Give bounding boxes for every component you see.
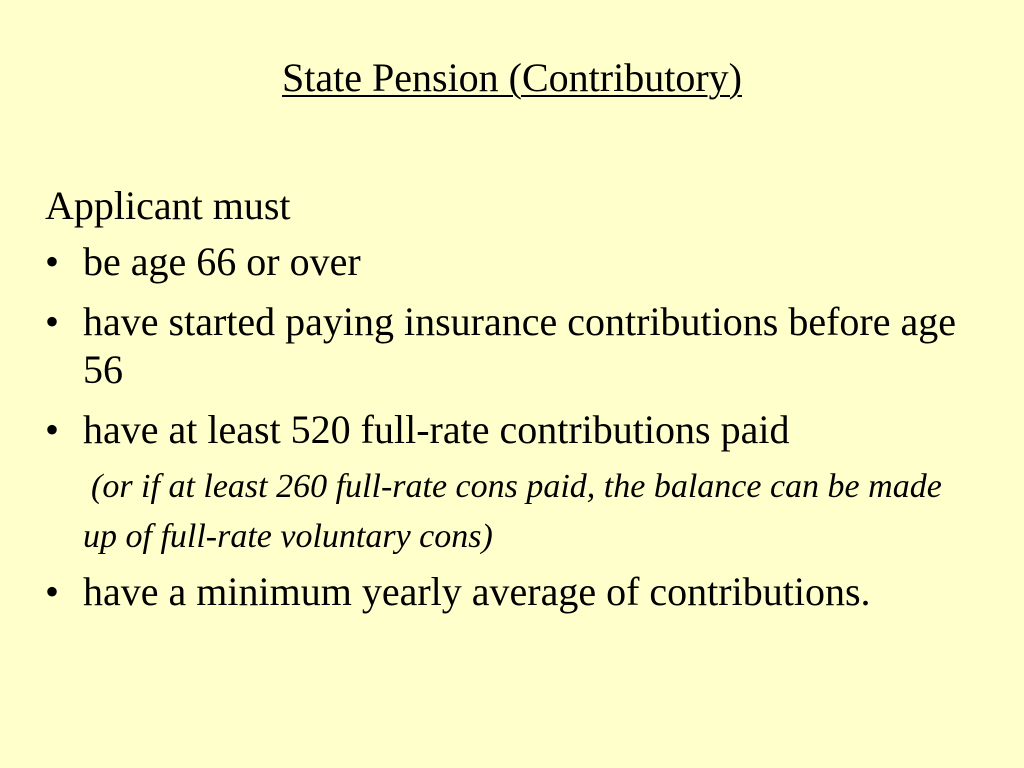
bullet-text: have started paying insurance contributions before age 56 — [83, 299, 957, 392]
bullet-icon: • — [45, 299, 60, 344]
bullet-item-contributions — [45, 406, 985, 454]
bullet-icon: • — [45, 239, 60, 284]
bullet-item-yearly-average — [45, 568, 985, 616]
bullet-text: be age 66 or over — [83, 239, 361, 284]
slide-title: State Pension (Contributory) — [282, 55, 742, 100]
bullet-icon: • — [45, 569, 60, 614]
bullet-item-start-age — [45, 298, 985, 394]
requirements-list — [45, 238, 985, 628]
bullet-text: have at least 520 full-rate contributions paid — [83, 407, 790, 452]
contributions-note: (or if at least 260 full-rate cons paid, the balance can be made up of full-rate voluntary cons) — [83, 468, 942, 555]
intro-text: Applicant must — [45, 183, 291, 228]
bullet-icon: • — [45, 407, 60, 452]
bullet-item-age — [45, 238, 985, 286]
bullet-text: have a minimum yearly average of contributions. — [83, 569, 871, 614]
